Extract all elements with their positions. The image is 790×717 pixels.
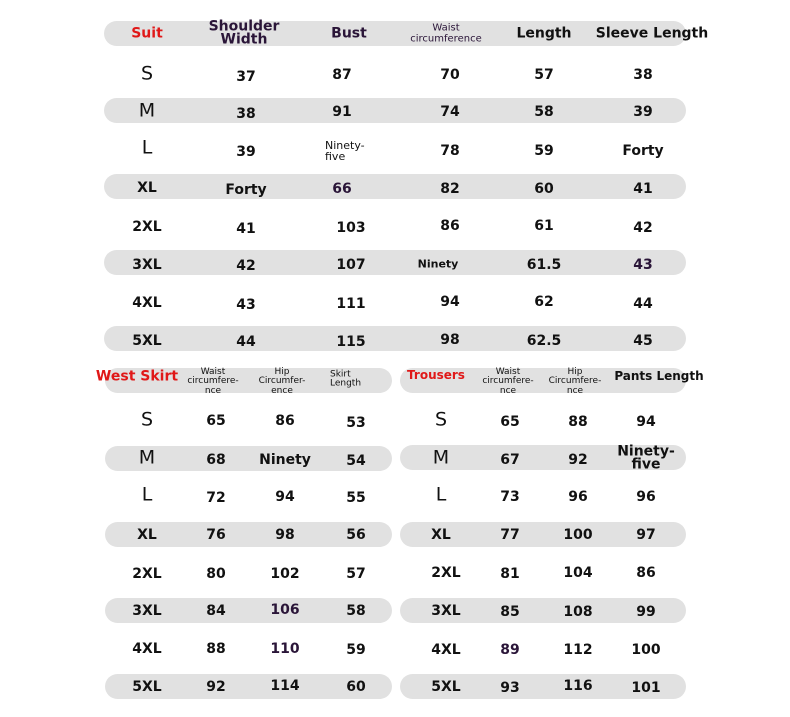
- trousers-size-label: 4XL: [431, 642, 461, 658]
- suit-cell: 94: [440, 294, 460, 310]
- trousers-cell: Ninety-five: [617, 443, 675, 473]
- skirt-cell: 110: [270, 641, 300, 657]
- skirt-cell: 84: [206, 603, 226, 619]
- skirt-cell: 65: [206, 413, 226, 429]
- skirt-cell: 80: [206, 566, 226, 582]
- trousers-cell: 112: [563, 642, 593, 658]
- trousers-cell: 81: [500, 566, 520, 582]
- trousers-cell: 65: [500, 414, 520, 430]
- skirt-cell: 58: [346, 603, 366, 619]
- trousers-cell: 77: [500, 527, 520, 543]
- skirt-cell: 86: [275, 413, 295, 429]
- suit-row-band-m: [104, 98, 686, 123]
- skirt-cell: 68: [206, 452, 226, 468]
- suit-cell: 103: [336, 220, 366, 236]
- suit-cell: 115: [336, 334, 366, 350]
- trousers-size-label: 3XL: [431, 603, 461, 619]
- trousers-cell: 88: [568, 414, 588, 430]
- skirt-cell: Ninety: [259, 452, 311, 468]
- suit-cell: 41: [236, 221, 256, 237]
- skirt-size-label: 2XL: [132, 566, 162, 582]
- trousers-cell: 96: [636, 489, 656, 505]
- suit-cell: 43: [633, 257, 653, 273]
- suit-cell: 39: [633, 104, 653, 120]
- trousers-cell: 100: [563, 527, 593, 543]
- trousers-size-label: L: [435, 483, 447, 506]
- suit-cell: 41: [633, 181, 653, 197]
- skirt-cell: 88: [206, 641, 226, 657]
- skirt-cell: 94: [275, 489, 295, 505]
- skirt-cell: 60: [346, 679, 366, 695]
- trousers-header-hip: Hip Circumfere-nce: [548, 366, 602, 396]
- skirt-size-label: XL: [137, 527, 157, 543]
- skirt-cell: 59: [346, 642, 366, 658]
- suit-cell: 74: [440, 104, 460, 120]
- trousers-cell: 67: [500, 452, 520, 468]
- trousers-cell: 89: [500, 642, 520, 658]
- suit-header-shoulder-width: Shoulder Width: [208, 18, 280, 48]
- skirt-cell: 106: [270, 602, 300, 618]
- suit-cell: 61.5: [526, 257, 562, 273]
- skirt-size-label: L: [141, 483, 153, 506]
- suit-cell: 66: [332, 181, 352, 197]
- trousers-cell: 100: [631, 642, 661, 658]
- skirt-header-skirt-length: Skirt Length: [330, 369, 362, 389]
- suit-cell: 78: [440, 143, 460, 159]
- suit-cell: 62: [534, 294, 554, 310]
- suit-cell: 61: [534, 218, 554, 234]
- suit-cell: Forty: [622, 143, 664, 159]
- trousers-cell: 101: [631, 680, 661, 696]
- suit-cell: 57: [534, 67, 554, 83]
- trousers-cell: 92: [568, 452, 588, 468]
- skirt-size-label: M: [138, 446, 156, 469]
- trousers-size-label: M: [432, 446, 450, 469]
- trousers-cell: 97: [636, 527, 656, 543]
- suit-size-label: 2XL: [132, 219, 162, 235]
- skirt-cell: 72: [206, 490, 226, 506]
- suit-cell: 98: [440, 332, 460, 348]
- suit-cell: Ninety: [417, 257, 459, 271]
- skirt-cell: 102: [270, 566, 300, 582]
- skirt-cell: 92: [206, 679, 226, 695]
- trousers-header-pants-length: Pants Length: [614, 369, 704, 383]
- suit-cell: 60: [534, 181, 554, 197]
- suit-cell: 44: [236, 334, 256, 350]
- skirt-cell: 114: [270, 678, 300, 694]
- skirt-cell: 76: [206, 527, 226, 543]
- skirt-size-label: S: [140, 408, 154, 431]
- suit-cell: 38: [236, 106, 256, 122]
- trousers-cell: 73: [500, 489, 520, 505]
- suit-header-sleeve-length: Sleeve Length: [595, 25, 709, 42]
- suit-size-label: 3XL: [132, 257, 162, 273]
- trousers-cell: 94: [636, 414, 656, 430]
- trousers-size-label: 5XL: [431, 679, 461, 695]
- suit-size-label: 5XL: [132, 333, 162, 349]
- suit-header-length: Length: [516, 25, 572, 42]
- suit-header-waist: Waist circumference: [410, 22, 482, 44]
- trousers-title: Trousers: [407, 368, 465, 382]
- trousers-cell: 86: [636, 565, 656, 581]
- suit-cell: 37: [236, 69, 256, 85]
- suit-header-bust: Bust: [331, 25, 367, 42]
- trousers-cell: 85: [500, 604, 520, 620]
- skirt-cell: 55: [346, 490, 366, 506]
- suit-cell: 44: [633, 296, 653, 312]
- skirt-cell: 56: [346, 527, 366, 543]
- suit-cell: 59: [534, 143, 554, 159]
- skirt-size-label: 4XL: [132, 641, 162, 657]
- trousers-cell: 108: [563, 604, 593, 620]
- suit-cell: 86: [440, 218, 460, 234]
- trousers-cell: 93: [500, 680, 520, 696]
- skirt-cell: 57: [346, 566, 366, 582]
- suit-cell: 43: [236, 297, 256, 313]
- suit-cell: 42: [633, 220, 653, 236]
- suit-cell: 62.5: [526, 333, 562, 349]
- suit-size-label: L: [141, 136, 153, 159]
- skirt-header-waist: Waist circumfere-nce: [187, 366, 239, 396]
- trousers-cell: 116: [563, 678, 593, 694]
- suit-size-label: XL: [137, 180, 157, 196]
- suit-cell: 58: [534, 104, 554, 120]
- skirt-title: West Skirt: [95, 368, 179, 385]
- trousers-size-label: S: [434, 408, 448, 431]
- skirt-cell: 98: [275, 527, 295, 543]
- skirt-cell: 54: [346, 453, 366, 469]
- suit-cell: 45: [633, 333, 653, 349]
- suit-cell: 82: [440, 181, 460, 197]
- suit-row-band-5xl: [104, 326, 686, 351]
- suit-cell: 38: [633, 67, 653, 83]
- skirt-cell: 53: [346, 415, 366, 431]
- suit-cell: 70: [440, 67, 460, 83]
- suit-cell: 111: [336, 296, 366, 312]
- trousers-size-label: 2XL: [431, 565, 461, 581]
- trousers-cell: 99: [636, 604, 656, 620]
- suit-row-band-xl: [104, 174, 686, 199]
- trousers-header-waist: Waist circumfere-nce: [482, 366, 534, 396]
- skirt-size-label: 3XL: [132, 603, 162, 619]
- suit-size-label: 4XL: [132, 295, 162, 311]
- skirt-header-hip: Hip Circumfer-ence: [258, 366, 306, 396]
- trousers-size-label: XL: [431, 527, 451, 543]
- suit-cell: 91: [332, 104, 352, 120]
- suit-cell: Ninety-five: [325, 139, 365, 163]
- suit-row-band-3xl: [104, 250, 686, 275]
- suit-size-label: S: [140, 62, 154, 85]
- suit-cell: 39: [236, 144, 256, 160]
- trousers-cell: 104: [563, 565, 593, 581]
- suit-cell: 42: [236, 258, 256, 274]
- suit-size-label: M: [138, 99, 156, 122]
- suit-cell: 87: [332, 67, 352, 83]
- skirt-size-label: 5XL: [132, 679, 162, 695]
- suit-cell: 107: [336, 257, 366, 273]
- suit-cell: Forty: [225, 182, 267, 198]
- trousers-cell: 96: [568, 489, 588, 505]
- suit-title: Suit: [131, 25, 163, 42]
